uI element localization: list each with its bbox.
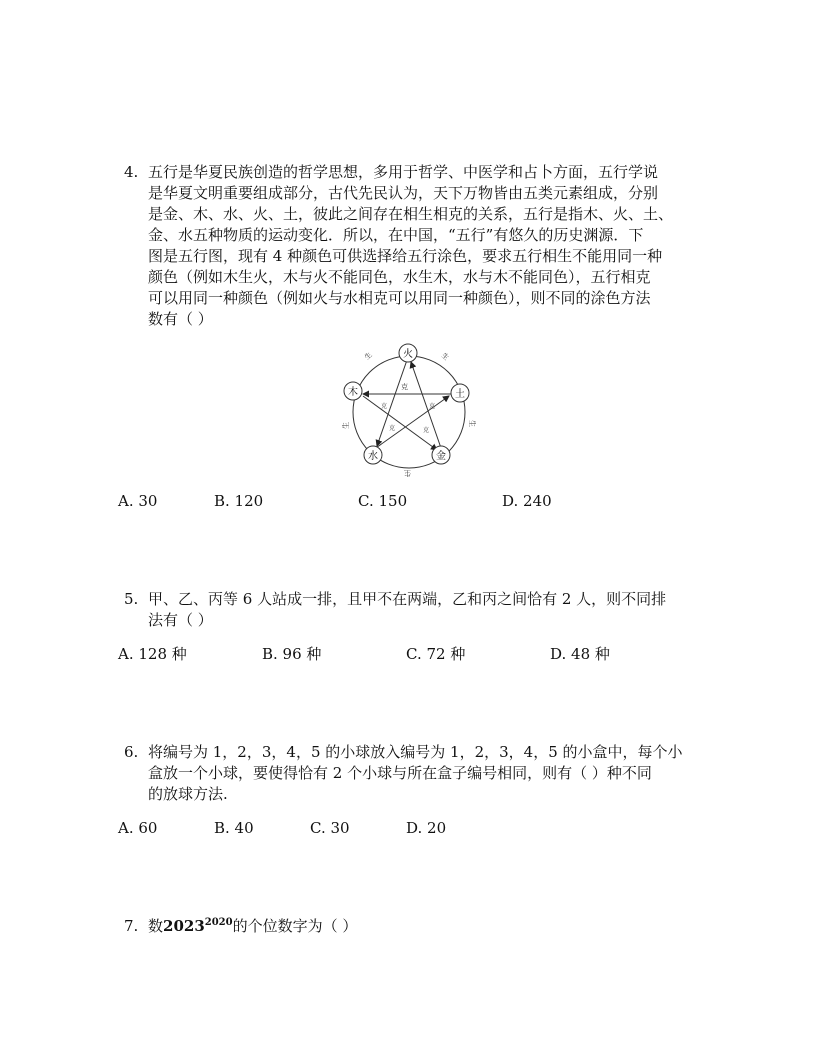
question-6 <box>124 742 714 805</box>
question-4 <box>124 162 714 330</box>
option-c[interactable]: C. 72 种 <box>406 645 466 663</box>
sheng-label: 生 <box>342 422 350 429</box>
text-line: 图是五行图，现有 4 种颜色可供选择给五行涂色，要求五行相生不能用同一种 <box>148 247 663 265</box>
ke-label: 克 <box>389 425 396 432</box>
text-line: 将编号为 1，2，3，4，5 的小球放入编号为 1，2，3，4，5 的小盒中，每个小 <box>148 743 683 761</box>
option-d[interactable]: D. 240 <box>502 492 552 510</box>
node-earth-label: 土 <box>455 389 465 400</box>
option-b[interactable]: B. 120 <box>214 492 264 510</box>
node-wood-label: 木 <box>348 387 358 398</box>
question-number: 5. <box>124 590 139 608</box>
text-line: 的放球方法. <box>148 785 228 803</box>
sheng-label: 生 <box>363 350 374 362</box>
option-b[interactable]: B. 96 种 <box>262 645 322 663</box>
question-text <box>148 162 714 330</box>
math-base: 2023 <box>163 917 205 935</box>
question-number: 4. <box>124 163 139 181</box>
node-water-label: 水 <box>368 451 378 462</box>
text-line: 颜色（例如木生火，木与火不能同色，水生木，水与木不能同色），五行相克 <box>148 268 651 286</box>
option-a[interactable]: A. 128 种 <box>118 645 187 663</box>
option-d[interactable]: D. 48 种 <box>550 645 610 663</box>
question-suffix: 的个位数字为（ ） <box>232 917 358 935</box>
sheng-label: 生 <box>468 420 476 427</box>
text-line: 金、水五种物质的运动变化．所以，在中国，“五行”有悠久的历史渊源．下 <box>148 226 644 244</box>
question-5 <box>124 589 714 631</box>
sheng-label: 生 <box>404 469 411 477</box>
node-metal-label: 金 <box>436 451 446 462</box>
math-exponent: 2020 <box>204 917 233 928</box>
text-line: 可以用同一种颜色（例如火与水相克可以用同一种颜色），则不同的涂色方法 <box>148 289 651 307</box>
text-line: 是华夏文明重要组成部分，古代先民认为，天下万物皆由五类元素组成，分别 <box>148 184 659 202</box>
ke-label: 克 <box>401 383 408 391</box>
text-line: 是金、木、水、火、土，彼此之间存在相生相克的关系，五行是指木、火、土、 <box>148 205 674 223</box>
text-line: 数有（ ） <box>148 310 213 328</box>
question-text <box>148 589 714 631</box>
option-b[interactable]: B. 40 <box>214 819 254 837</box>
question-7 <box>124 916 714 937</box>
node-fire-label: 火 <box>403 349 413 360</box>
text-line: 盒放一个小球，要使得恰有 2 个小球与所在盒子编号相同，则有（ ）种不同 <box>148 764 652 782</box>
text-line: 五行是华夏民族创造的哲学思想，多用于哲学、中医学和占卜方面，五行学说 <box>148 163 659 181</box>
ke-label: 克 <box>429 403 436 410</box>
option-d[interactable]: D. 20 <box>406 819 447 837</box>
five-elements-svg <box>337 338 481 482</box>
question-text <box>148 916 714 937</box>
question-prefix: 数 <box>148 917 164 935</box>
question-number: 7. <box>124 917 139 935</box>
question-text <box>148 742 714 805</box>
question-number: 6. <box>124 743 139 761</box>
option-a[interactable]: A. 30 <box>118 492 158 510</box>
text-line: 甲、乙、丙等 6 人站成一排，且甲不在两端，乙和丙之间恰有 2 人，则不同排 <box>148 590 667 608</box>
option-c[interactable]: C. 150 <box>358 492 408 510</box>
text-line: 法有（ ） <box>148 611 213 629</box>
option-a[interactable]: A. 60 <box>118 819 158 837</box>
ke-label: 克 <box>423 427 430 434</box>
five-elements-diagram <box>337 338 481 482</box>
sheng-label: 生 <box>439 351 451 363</box>
option-c[interactable]: C. 30 <box>310 819 350 837</box>
ke-label: 克 <box>381 403 388 410</box>
